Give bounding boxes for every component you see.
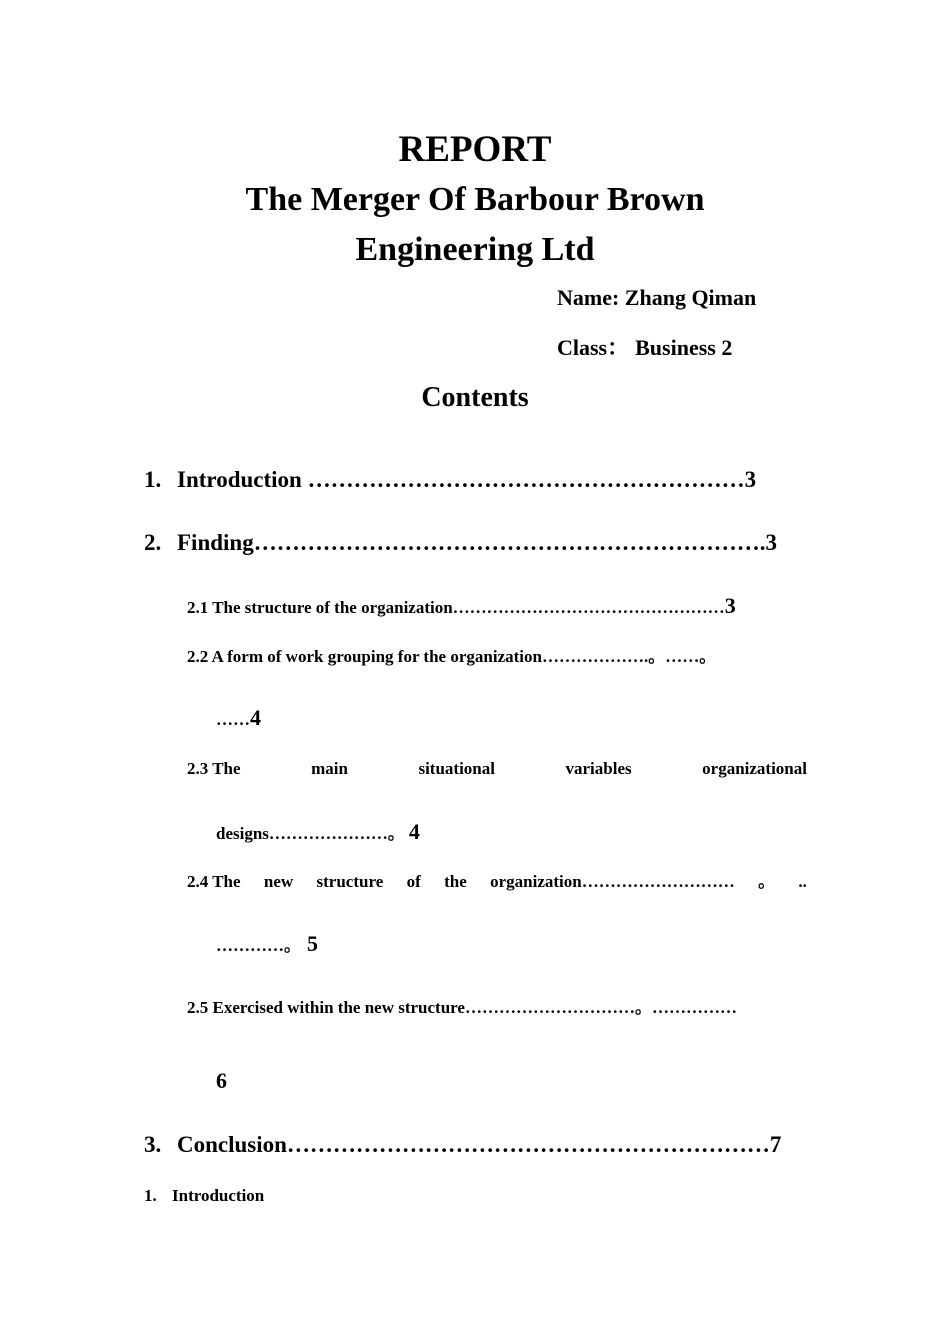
report-subtitle-line1: The Merger Of Barbour Brown xyxy=(245,181,705,218)
toc-subitem-2-3[interactable] xyxy=(187,757,807,781)
class-label: Class： xyxy=(557,335,630,360)
toc-subitem-2-4[interactable] xyxy=(187,870,807,894)
toc-subitem-2-5[interactable] xyxy=(187,996,807,1020)
toc-item-number: 3. xyxy=(144,1132,162,1157)
toc-subitem-text: …………。 xyxy=(216,936,301,955)
class-line xyxy=(557,334,732,362)
toc-item-finding[interactable] xyxy=(144,528,806,558)
section-heading-introduction xyxy=(144,1184,264,1208)
toc-item-introduction[interactable] xyxy=(144,465,806,495)
toc-subitem-page: 5 xyxy=(307,931,318,956)
toc-item-text: Introduction …………………………………………………3 xyxy=(177,467,757,492)
section-title: Introduction xyxy=(172,1186,265,1205)
toc-word: the xyxy=(444,872,467,891)
toc-word: of xyxy=(406,872,421,891)
toc-subitem-page: 3 xyxy=(724,593,736,618)
toc-item-text: Finding………………………………………………………….3 xyxy=(177,530,777,555)
toc-subitem-page: 4 xyxy=(408,819,420,844)
toc-word: 2.3 The xyxy=(187,759,241,778)
toc-subitem-page: 4 xyxy=(250,705,261,730)
toc-word: 。 xyxy=(758,872,776,891)
report-subtitle-line2: Engineering Ltd xyxy=(355,231,595,268)
toc-word: variables xyxy=(565,759,632,778)
toc-item-text: Conclusion………………………………………………………7 xyxy=(177,1132,782,1157)
toc-word: situational xyxy=(418,759,495,778)
toc-word: .. xyxy=(798,872,807,891)
class-value: Business 2 xyxy=(635,335,733,360)
toc-item-number: 2. xyxy=(144,530,162,555)
toc-word: organizational xyxy=(702,759,807,778)
contents-heading: Contents xyxy=(421,382,529,413)
toc-subitem-2-3-continuation xyxy=(216,820,420,846)
toc-word: 2.4 The xyxy=(187,872,241,891)
toc-item-conclusion[interactable] xyxy=(144,1130,806,1160)
toc-subitem-2-2[interactable] xyxy=(187,645,807,669)
toc-word: new xyxy=(263,872,294,891)
section-number: 1. xyxy=(144,1186,157,1205)
toc-subitem-text: 2.1 The structure of the organization………………………………………… xyxy=(187,598,725,617)
author-name: Name: Zhang Qiman xyxy=(557,285,757,310)
toc-subitem-2-1[interactable] xyxy=(187,594,807,620)
toc-subitem-dots: …… xyxy=(216,710,250,729)
toc-subitem-text: designs…………………。 xyxy=(216,824,405,843)
toc-subitem-text: 2.5 Exercised within the new structure…………………………。…………… xyxy=(187,998,737,1017)
report-title: REPORT xyxy=(398,129,552,170)
toc-item-number: 1. xyxy=(144,467,162,492)
toc-subitem-words xyxy=(187,870,807,894)
toc-subitem-2-4-continuation xyxy=(216,932,318,958)
toc-subitem-2-5-page: 6 xyxy=(216,1068,227,1093)
toc-word: organization……………………… xyxy=(490,872,735,891)
toc-subitem-words xyxy=(187,757,807,781)
toc-subitem-text: 2.2 A form of work grouping for the organization……………….。……。 xyxy=(187,647,717,666)
toc-word: structure xyxy=(316,872,384,891)
toc-subitem-2-2-continuation xyxy=(216,706,261,732)
toc-word: main xyxy=(311,759,348,778)
